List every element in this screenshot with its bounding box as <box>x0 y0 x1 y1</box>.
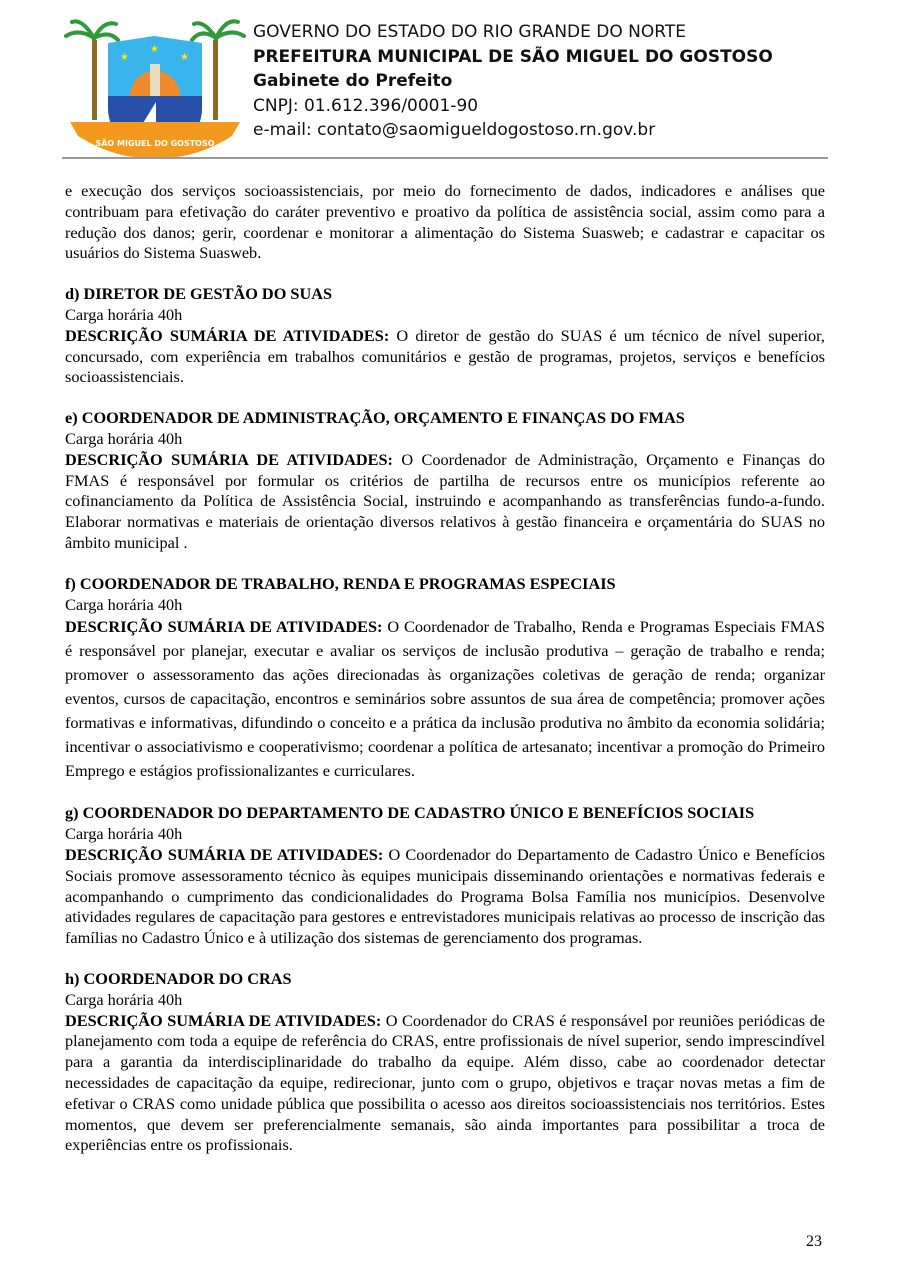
letterhead <box>253 20 773 143</box>
municipal-coat-of-arms-logo <box>64 18 246 158</box>
section-hours: Carga horária 40h <box>65 304 183 324</box>
description-text: O Coordenador de Administração, Orçamento e Finanças do FMAS é responsável por formular os critérios de partilha de recursos entre os municípios referente ao cofinanciamento da Política de Assistência Social, instruindo e acompanhando as transferências fundo-a-fundo. Elaborar normativas e materiais de orientação diversos relativos à gestão financeira e orçamentária do SUAS no âmbito municipal . <box>65 449 825 552</box>
section-h <box>65 969 825 1156</box>
svg-text:★: ★ <box>180 52 189 63</box>
section-hours: Carga horária 40h <box>65 428 183 448</box>
state-government-line: GOVERNO DO ESTADO DO RIO GRANDE DO NORTE <box>253 22 686 42</box>
section-title: f) COORDENADOR DE TRABALHO, RENDA E PROGRAMAS ESPECIAIS <box>65 573 616 593</box>
section-title: h) COORDENADOR DO CRAS <box>65 968 292 988</box>
description-label: DESCRIÇÃO SUMÁRIA DE ATIVIDADES: <box>65 617 383 637</box>
section-title: d) DIRETOR DE GESTÃO DO SUAS <box>65 284 333 304</box>
description-text: O Coordenador do Departamento de Cadastro Único e Benefícios Sociais promove assessoramento técnico às equipes municipais disseminando orientações e normativas federais e acompanhando o cumprimento das condicionalidades do Programa Bolsa Família nos municípios. Desenvolve atividades regulares de capacitação para gestores e entrevistadores municipais relativas ao processo de inscrição das famílias no Cadastro Único e à utilização dos sistemas de gerenciamento dos programas. <box>65 844 825 948</box>
section-d <box>65 284 825 388</box>
description-text: O diretor de gestão do SUAS é um técnico de nível superior, concursado, com experiência em trabalhos comunitários e gestão de programas, projetos, serviços e benefícios socioassistenciais. <box>65 325 825 387</box>
section-title: g) COORDENADOR DO DEPARTAMENTO DE CADASTRO ÚNICO E BENEFÍCIOS SOCIAIS <box>65 803 755 823</box>
section-description <box>65 615 825 783</box>
svg-text:★: ★ <box>150 44 159 55</box>
section-hours: Carga horária 40h <box>65 824 183 844</box>
section-title: e) COORDENADOR DE ADMINISTRAÇÃO, ORÇAMENTO E FINANÇAS DO FMAS <box>65 408 685 428</box>
section-description <box>65 326 825 388</box>
section-description <box>65 845 825 949</box>
city-hall-line: PREFEITURA MUNICIPAL DE SÃO MIGUEL DO GOSTOSO <box>253 46 773 67</box>
section-f <box>65 574 825 784</box>
office-line: Gabinete do Prefeito <box>253 71 453 91</box>
header-divider <box>62 157 828 159</box>
description-text: O Coordenador do CRAS é responsável por reuniões periódicas de planejamento com toda a equipe de referência do CRAS, entre profissionais de nível superior, sendo imprescindível para a garantia da interdisciplinaridade do trabalho da equipe. Além disso, cabe ao coordenador detectar necessidades de capacitação da equipe, redirecionar, junto com o grupo, objetivos e traçar novas metas a fim de efetivar o CRAS como unidade pública que possibilita o acesso aos direitos socioassistenciais nos territórios. Estes momentos, que devem ser preferencialmente semanais, são ainda importantes para possibilitar a troca de experiências entre os profissionais. <box>65 1010 825 1155</box>
section-hours: Carga horária 40h <box>65 989 183 1009</box>
intro-paragraph: e execução dos serviços socioassistenciais, por meio do fornecimento de dados, indicadores e análises que contribuam para efetivação do caráter preventivo e proativo da política de assistência social, assim como para a redução dos danos; gerir, coordenar e monitorar a alimentação do Sistema Suasweb; e cadastrar e capacitar os usuários do Sistema Suasweb. <box>65 181 825 263</box>
description-label: DESCRIÇÃO SUMÁRIA DE ATIVIDADES: <box>65 325 390 345</box>
description-label: DESCRIÇÃO SUMÁRIA DE ATIVIDADES: <box>65 1010 382 1030</box>
section-description <box>65 450 825 554</box>
page-number: 23 <box>806 1233 822 1250</box>
cnpj-line: CNPJ: 01.612.396/0001-90 <box>253 95 479 116</box>
section-hours: Carga horária 40h <box>65 594 183 614</box>
description-label: DESCRIÇÃO SUMÁRIA DE ATIVIDADES: <box>65 844 384 864</box>
document-body <box>65 181 825 1156</box>
description-label: DESCRIÇÃO SUMÁRIA DE ATIVIDADES: <box>65 449 393 469</box>
svg-text:SÃO MIGUEL DO GOSTOSO: SÃO MIGUEL DO GOSTOSO <box>95 139 215 148</box>
section-description <box>65 1011 825 1157</box>
svg-text:★: ★ <box>120 52 129 63</box>
description-text: O Coordenador de Trabalho, Renda e Programas Especiais FMAS é responsável por planejar, executar e avaliar os serviços de inclusão produtiva – geração de trabalho e renda; promover o assessoramento das ações direcionadas às organizações coletivas de geração de renda; organizar eventos, cursos de capacitação, encontros e seminários sobre assuntos de sua área de competência; promover ações formativas e informativas, difundindo o conceito e a prática da inclusão produtiva no âmbito da economia solidária; incentivar o associativismo e cooperativismo; coordenar a política de artesanato; incentivar a promoção do Primeiro Emprego e estágios profissionalizantes e curriculares. <box>65 617 825 781</box>
email-line: e-mail: contato@saomigueldogostoso.rn.gov.br <box>253 120 656 140</box>
section-e <box>65 408 825 554</box>
section-g <box>65 803 825 949</box>
